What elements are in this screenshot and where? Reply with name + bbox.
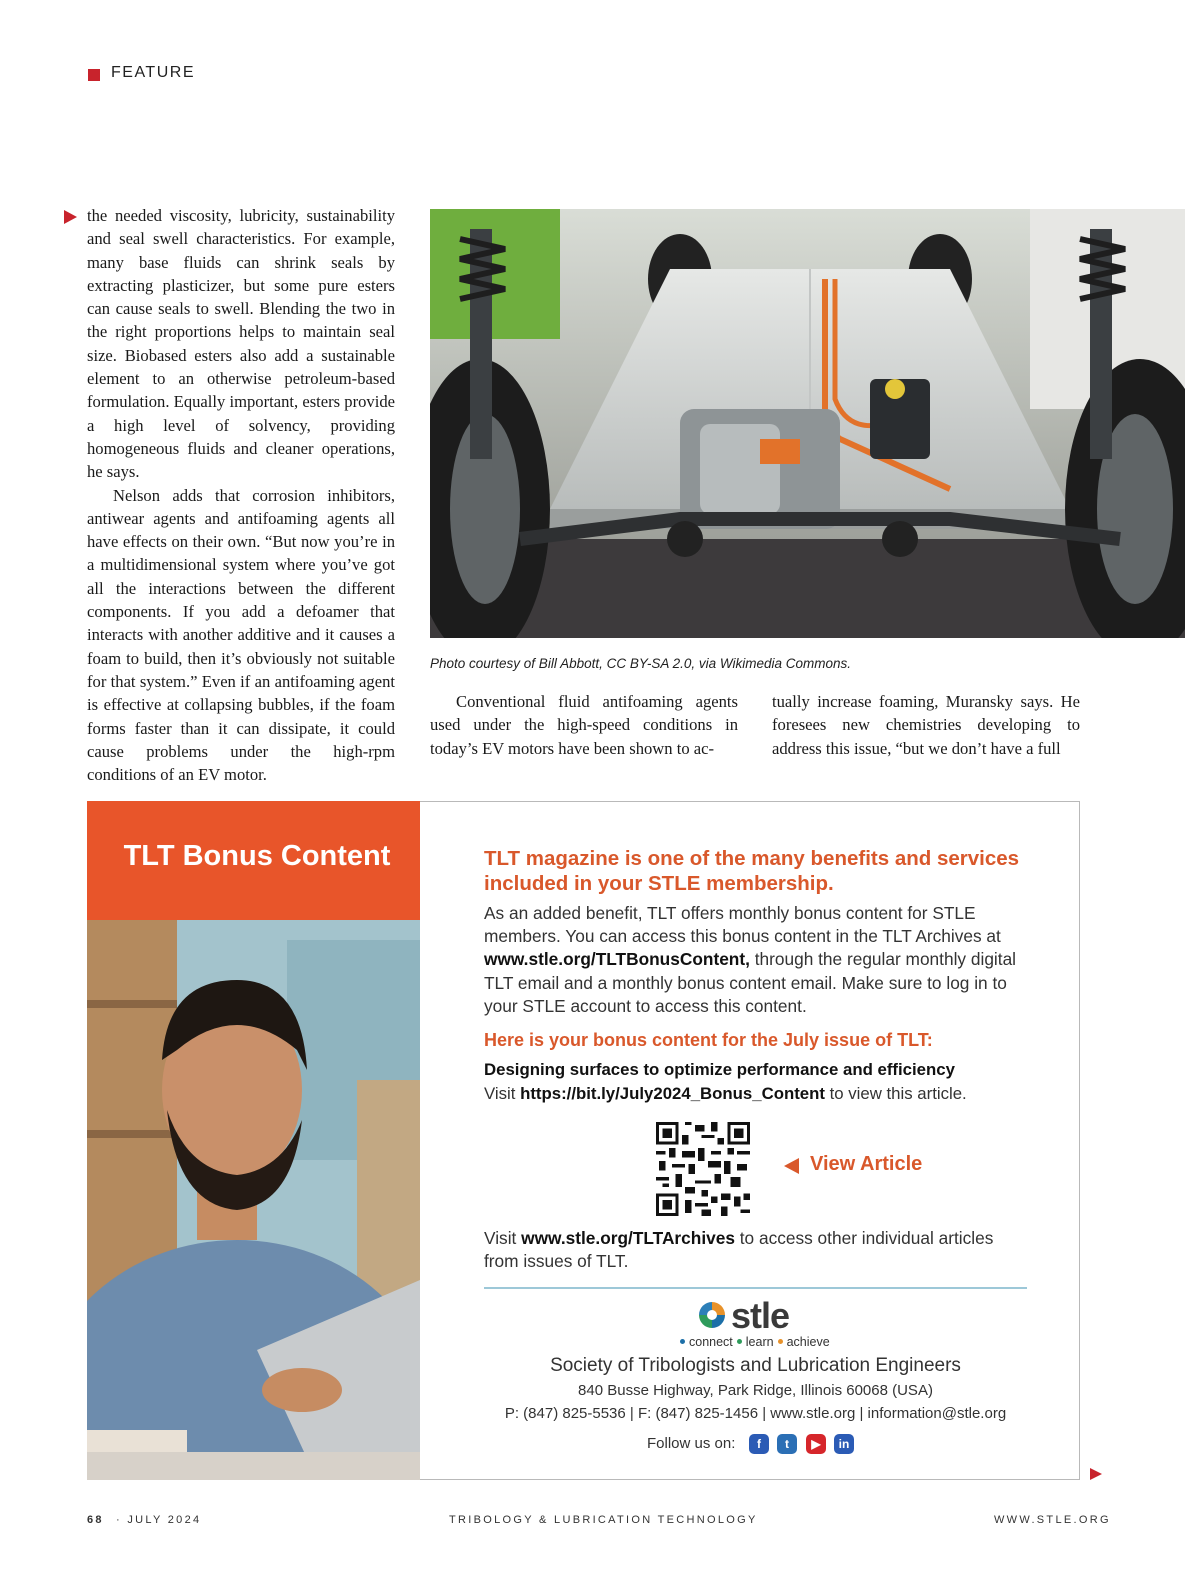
man-with-laptop-photo: [87, 920, 420, 1480]
right-text-column: [772, 690, 1080, 760]
bullet-icon: [737, 1339, 742, 1344]
body-paragraph: the needed viscosity, lubricity, sustainability and seal swell characteristics. For example, many base fluids can shrink seals by extracting plasticizer, but some pure esters can cause seals to swell. Blending the two in the right proportions helps to maintain seal size. Biobased esters also add a sustainable element to an otherwise petroleum-based formulation. Equally important, esters provide a high level of solvency, providing homogeneous fluids and cleaner operations, he says.: [87, 206, 395, 482]
follow-label: Follow us on:: [647, 1435, 736, 1452]
website[interactable]: WWW.STLE.ORG: [994, 1514, 1111, 1526]
next-page-arrow-icon: [1090, 1468, 1102, 1480]
photo-caption: Photo courtesy of Bill Abbott, CC BY-SA 2.0, via Wikimedia Commons.: [430, 656, 852, 671]
continued-arrow-icon: [64, 210, 77, 224]
left-text-column: [87, 204, 395, 786]
ad-body-text: As an added benefit, TLT offers monthly bonus content for STLE members. You can access this bonus content in the TLT Archives at: [484, 903, 1001, 947]
ad-subheading: Here is your bonus content for the July issue of TLT:: [484, 1030, 933, 1050]
issue-date: · JULY 2024: [116, 1514, 202, 1526]
section-marker: [88, 69, 100, 81]
article-title: Designing surfaces to optimize performance and efficiency: [484, 1060, 955, 1079]
ad-title: TLT Bonus Content: [123, 840, 391, 872]
archives-prefix: Visit: [484, 1228, 522, 1248]
view-article-link[interactable]: View Article: [810, 1153, 923, 1175]
archives-link[interactable]: www.stle.org/TLTArchives: [521, 1228, 735, 1248]
archives-visit-line: [484, 1227, 1029, 1273]
ev-chassis-photo: [430, 209, 1185, 638]
article-visit-line: [484, 1084, 1029, 1104]
qr-code-icon[interactable]: [656, 1122, 750, 1216]
man-with-laptop-illustration: [87, 920, 420, 1480]
body-paragraph: Conventional fluid antifoaming agents used under the high-speed conditions in today’s EV motors have been shown to ac-: [430, 692, 738, 758]
stle-logo-icon: [697, 1300, 727, 1330]
stle-tagline: [676, 1335, 830, 1349]
section-label: FEATURE: [111, 64, 195, 81]
ad-headline: TLT magazine is one of the many benefits and services included in your STLE membership.: [484, 847, 1020, 895]
publication-name: TRIBOLOGY & LUBRICATION TECHNOLOGY: [449, 1514, 758, 1526]
ev-chassis-illustration: [430, 209, 1185, 638]
tagline-word: learn: [745, 1335, 774, 1349]
left-triangle-icon: [784, 1158, 799, 1174]
article-url-link[interactable]: https://bit.ly/July2024_Bonus_Content: [520, 1084, 825, 1103]
linkedin-icon[interactable]: in: [834, 1434, 854, 1454]
org-name: Society of Tribologists and Lubrication Engineers: [550, 1355, 961, 1376]
middle-text-column: [430, 690, 738, 760]
archives-suffix: to access other individual articles from issues of TLT.: [484, 1228, 994, 1272]
ad-body-text: through the regular monthly digital TLT email and a monthly bonus content email. Make sure to log in to your STLE account to access this content.: [484, 949, 1017, 1016]
visit-suffix: to view this article.: [824, 1084, 967, 1103]
youtube-icon[interactable]: ▶: [806, 1434, 826, 1454]
tagline-word: connect: [689, 1335, 733, 1349]
tagline-word: achieve: [786, 1335, 830, 1349]
body-paragraph: Nelson adds that corrosion inhibitors, antiwear agents and antifoaming agents all have effects on their own. “But now you’re in a multidimensional system where you’ve got all the interactions between the different components. If you add a defoamer that interacts with another additive and it causes a foam to build, then it’s obviously not suitable for that system.” Even if an antifoaming agent is effective at collapsing bubbles, if the foam forms faster than it can dissipate, it could cause problems under the high-rpm conditions of an EV motor.: [87, 485, 395, 785]
ad-body: [484, 902, 1029, 1018]
bullet-icon: [680, 1339, 685, 1344]
divider: [484, 1287, 1027, 1289]
stle-wordmark: stle: [731, 1295, 790, 1336]
bonus-content-link[interactable]: www.stle.org/TLTBonusContent,: [484, 949, 750, 970]
org-address: 840 Busse Highway, Park Ridge, Illinois 60068 (USA): [578, 1382, 933, 1399]
facebook-icon[interactable]: f: [749, 1434, 769, 1454]
visit-prefix: Visit: [484, 1084, 521, 1103]
page-number: 68: [87, 1514, 104, 1526]
body-paragraph: tually increase foaming, Muransky says. He foresees new chemistries developing to address this issue, “but we don’t have a full: [772, 692, 1080, 758]
bullet-icon: [778, 1339, 783, 1344]
org-contact: P: (847) 825-5536 | F: (847) 825-1456 | www.stle.org | information@stle.org: [504, 1405, 1007, 1422]
twitter-icon[interactable]: t: [777, 1434, 797, 1454]
